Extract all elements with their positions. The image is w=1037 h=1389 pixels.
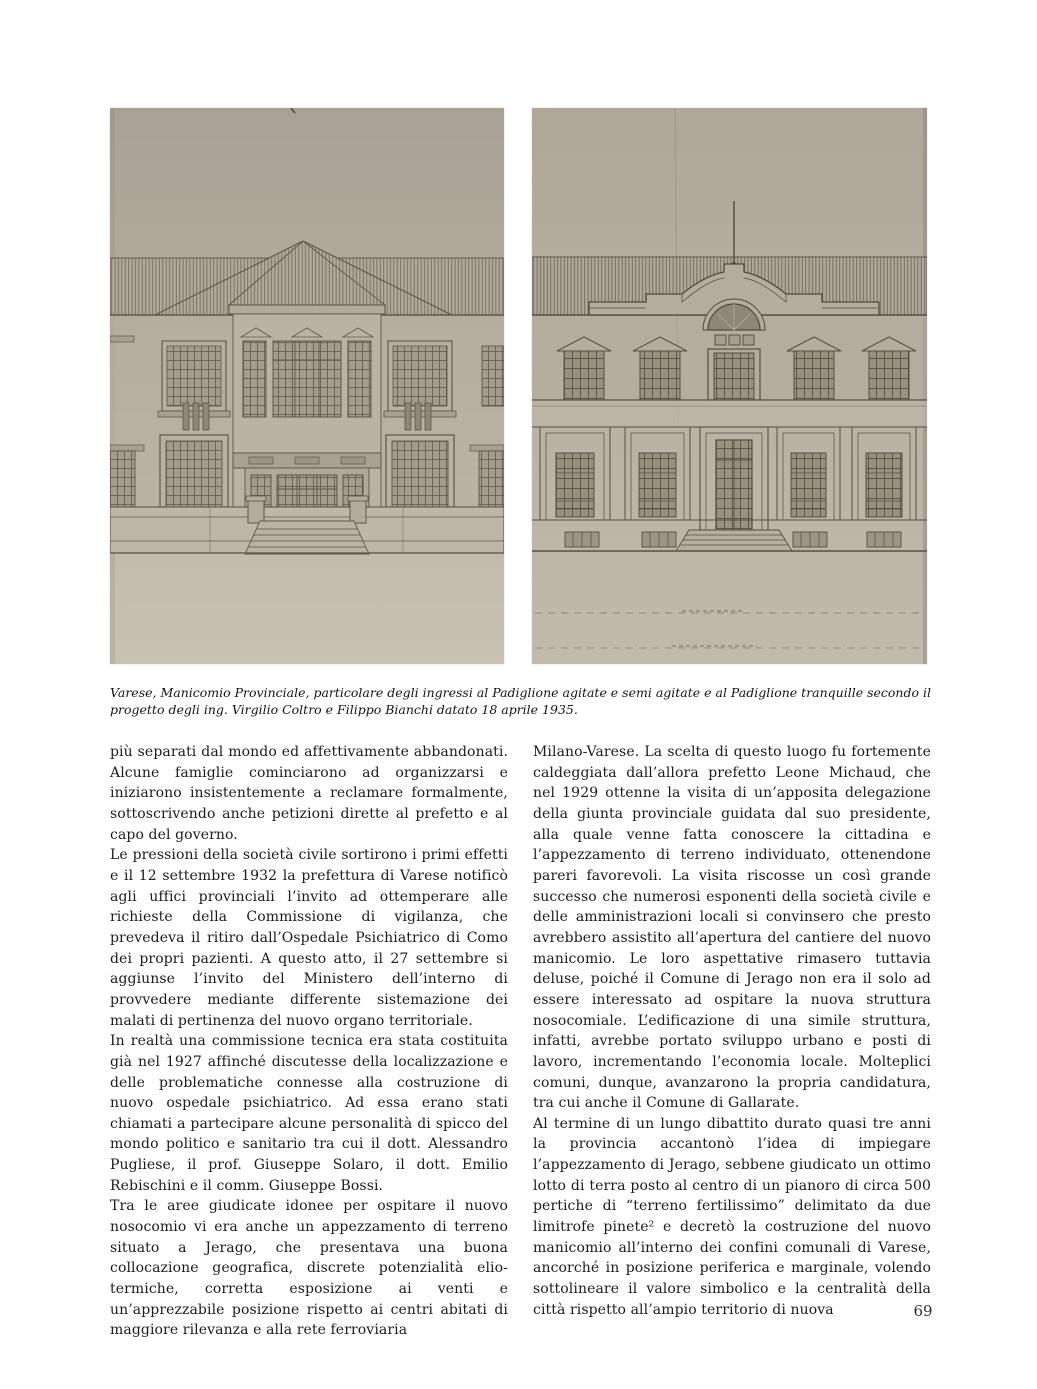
text-column-right <box>533 742 931 1320</box>
string-course <box>532 400 927 427</box>
paragraph: In realtà una commissione tecnica era stata costituita già nel 1927 affinché discutesse della localizzazione e delle problematiche connesse alla costruzione di nuovo ospedale psichiatrico. Ad essa erano stati chiamati a partecipare alcune personalità di spicco del mondo politico e sanitario tra cui il dott. Alessandro Pugliese, il prof. Giuseppe Solaro, il dott. Emilio Rebischini e il comm. Giuseppe Bossi. <box>110 1033 508 1194</box>
right-architectural-drawing-icon <box>532 108 927 664</box>
paragraph: più separati dal mondo ed affettivamente abbandonati. Alcune famiglie cominciarono ad organizzarsi e iniziarono insistentemente a reclamare formalmente, sottoscrivendo anche petizioni dirette al prefetto e al capo del governo. <box>110 744 508 843</box>
figure-right <box>532 108 927 664</box>
page-number: 69 <box>913 1302 933 1320</box>
left-architectural-drawing-icon <box>110 108 504 664</box>
figure-left <box>110 108 504 664</box>
paragraph: Le pressioni della società civile sortirono i primi effetti e il 12 settembre 1932 la prefettura di Varese notificò agli uffici provinciali l’invito ad ottemperare alle richieste della Commissione di vigilanza, che prevedeva il ritiro dall’Ospedale Psichiatrico di Como dei propri pazienti. A questo atto, il 27 settembre si aggiunse l’invito del Ministero dell’interno di provvedere mediante differente sistemazione dei malati di pertinenza del nuovo organo territoriale. <box>110 847 508 1029</box>
paragraph: Al termine di un lungo dibattito durato quasi tre anni la provincia accantonò l’idea di impiegare l’appezzamento di Jerago, sebbene giudicato un ottimo lotto di terra posto al centro di un pianoro di circa 500 pertiche di “terreno fertilissimo” delimitato da due limitrofe pinete² e decretò la costruzione del nuovo manicomio all’interno dei confini comunali di Varese, ancorché in posizione periferica e marginale, volendo sottolineare il valore simbolico e la centralità della città rispetto all’ampio territorio di nuova <box>533 1115 931 1318</box>
paragraph: Tra le aree giudicate idonee per ospitare il nuovo nosocomio vi era anche un appezzamento di terreno situato a Jerago, che presentava una buona collocazione geografica, discrete potenzialità elio-termiche, corretta esposizione ai venti e un’apprezzabile posizione rispetto ai centri abitati di maggiore rilevanza e alla rete ferroviaria <box>110 1198 508 1339</box>
paragraph: Milano-Varese. La scelta di questo luogo fu fortemente caldeggiata dall’allora prefetto Leone Michaud, che nel 1929 ottenne la visita di un’apposita delegazione della giunta provinciale guidata dal suo presidente, alla quale venne fatta conoscere la cittadina e l’appezzamento di terreno individuato, ottenendone pareri favorevoli. La visita riscosse un così grande successo che numerosi esponenti della società civile e delle amministrazioni locali si convinsero che presto avrebbero assistito all’apertura del cantiere del nuovo manicomio. Le loro aspettative rimasero tuttavia deluse, poiché il Comune di Jerago non era il solo ad essere interessato ad ospitare la nuova struttura nosocomiale. L’edificazione di una simile struttura, infatti, avrebbe portato sviluppo urbano e posti di lavoro, incrementando l’economia locale. Molteplici comuni, dunque, avanzarono la propria candidatura, tra cui anche il Comune di Gallarate. <box>533 744 931 1112</box>
figure-caption: Varese, Manicomio Provinciale, particolare degli ingressi al Padiglione agitate e semi agitate e al Padiglione tranquille secondo il progetto degli ing. Virgilio Coltro e Filippo Bianchi datato 18 aprile 1935. <box>110 685 931 717</box>
text-column-left <box>110 742 508 1341</box>
